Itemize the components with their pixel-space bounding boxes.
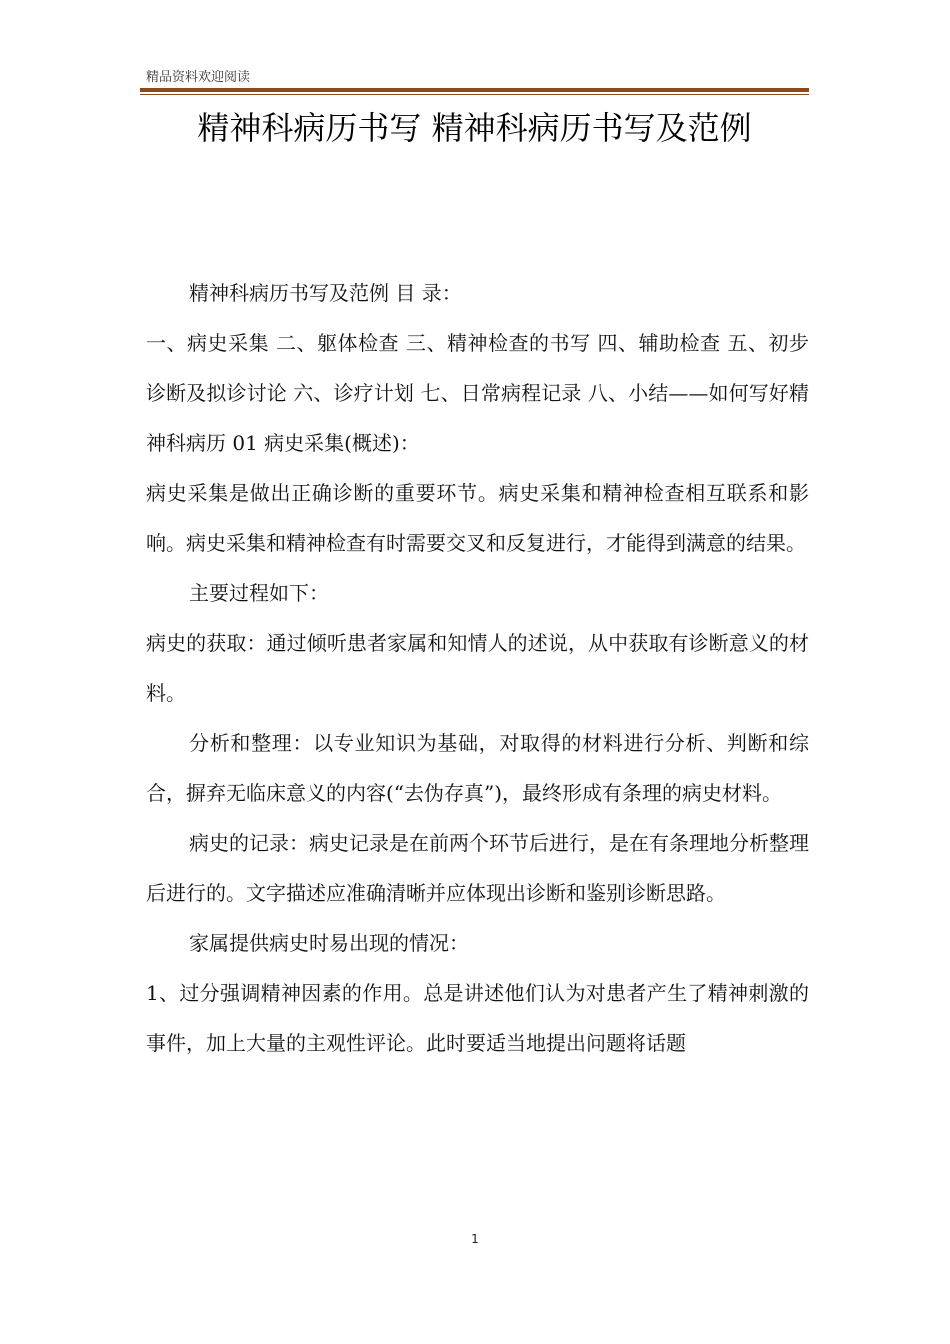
paragraph: 病史的记录：病史记录是在前两个环节后进行，是在有条理地分析整理后进行的。文字描述应准确清晰并应体现出诊断和鉴别诊断思路。: [146, 831, 809, 905]
header-text: 精品资料欢迎阅读: [146, 70, 251, 85]
document-body: [146, 268, 809, 1068]
paragraph: 家属提供病史时易出现的情况：: [189, 931, 469, 955]
paragraph: 病史采集是做出正确诊断的重要环节。病史采集和精神检查相互联系和影响。病史采集和精神检查有时需要交叉和反复进行，才能得到满意的结果。: [146, 481, 809, 555]
paragraph: 病史的获取：通过倾听患者家属和知情人的述说，从中获取有诊断意义的材料。: [146, 631, 809, 705]
paragraph: 一、病史采集 二、躯体检查 三、精神检查的书写 四、辅助检查 五、初步诊断及拟诊讨论 六、诊疗计划 七、日常病程记录 八、小结——如何写好精神科病历 01 病史采集(概述)：: [146, 331, 809, 455]
paragraph: 主要过程如下：: [189, 581, 329, 605]
paragraph: 1、过分强调精神因素的作用。总是讲述他们认为对患者产生了精神刺激的事件，加上大量的主观性评论。此时要适当地提出问题将话题: [146, 981, 809, 1055]
paragraph: 精神科病历书写及范例 目 录：: [189, 281, 462, 305]
document-title: 精神科病历书写 精神科病历书写及范例: [197, 109, 752, 147]
header-rule-thick: [140, 88, 809, 92]
page-number: 1: [471, 1232, 479, 1246]
header-rule-thin: [140, 94, 809, 95]
paragraph: 分析和整理：以专业知识为基础，对取得的材料进行分析、判断和综合，摒弃无临床意义的内容(“去伪存真”)，最终形成有条理的病史材料。: [146, 731, 809, 805]
